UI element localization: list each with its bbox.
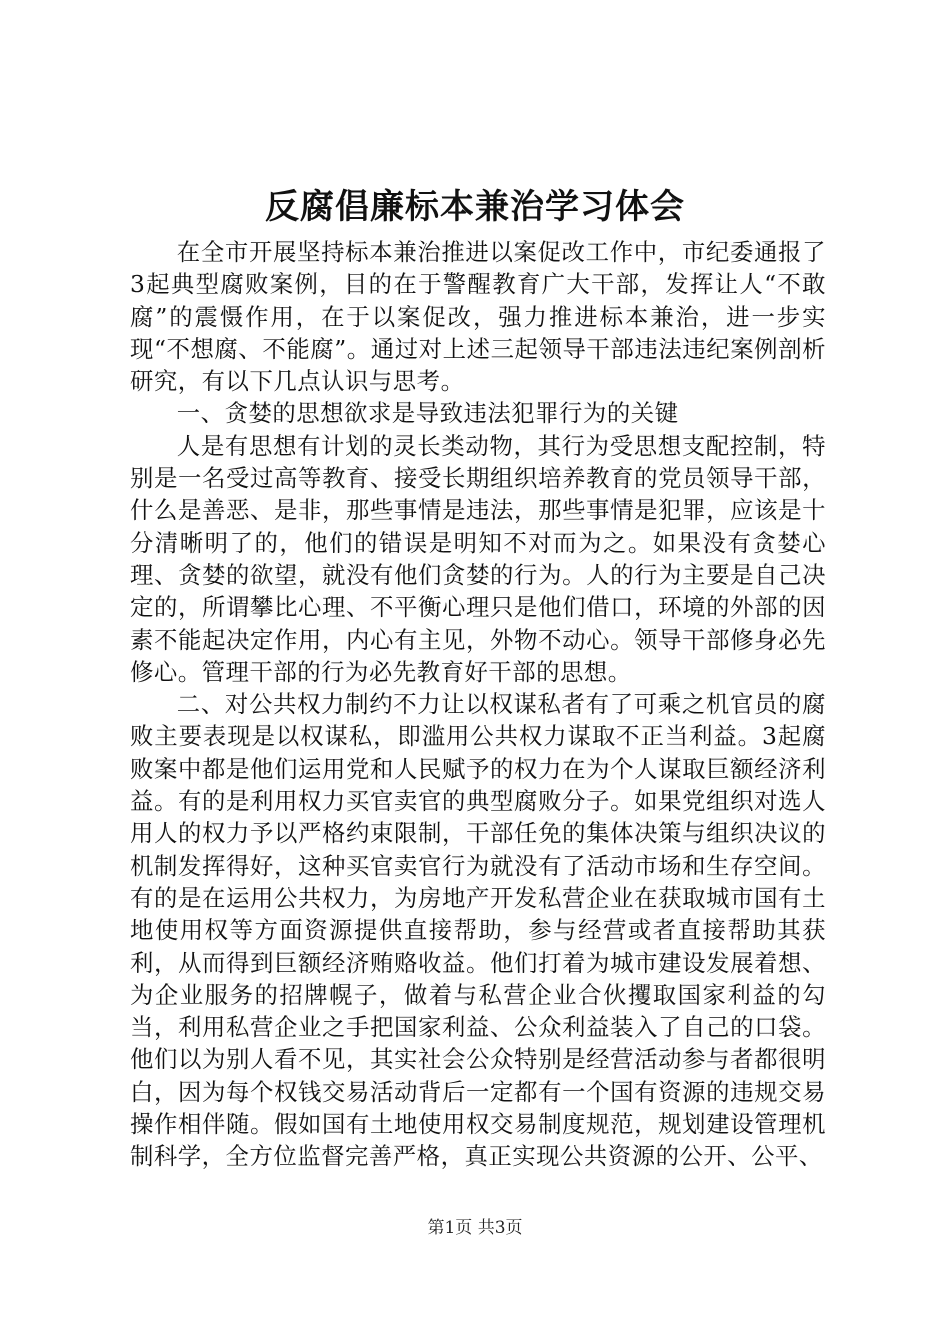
paragraph-section-2: 二、对公共权力制约不力让以权谋私者有了可乘之机官员的腐败主要表现是以权谋私，即滥用公共权力谋取不正当利益。3起腐败案中都是他们运用党和人民赋予的权力在为个人谋取巨额经济利益。有的是利用权力买官卖官的典型腐败分子。如果党组织对选人用人的权力予以严格约束限制，干部任免的集体决策与组织决议的机制发挥得好，这种买官卖官行为就没有了活动市场和生存空间。有的是在运用公共权力，为房地产开发私营企业在获取城市国有土地使用权等方面资源提供直接帮助，参与经营或者直接帮助其获利，从而得到巨额经济贿赂收益。他们打着为城市建设发展着想、为企业服务的招牌幌子，做着与私营企业合伙攫取国家利益的勾当，利用私营企业之手把国家利益、公众利益装入了自己的口袋。他们以为别人看不见，其实社会公众特别是经营活动参与者都很明白，因为每个权钱交易活动背后一定都有一个国有资源的违规交易操作相伴随。假如国有土地使用权交易制度规范，规划建设管理机制科学，全方位监督完善严格，真正实现公共资源的公开、公平、	[130, 690, 826, 1171]
page-number-footer: 第1页 共3页	[427, 1218, 523, 1238]
document-body	[130, 236, 826, 1173]
paragraph-intro: 在全市开展坚持标本兼治推进以案促改工作中，市纪委通报了3起典型腐败案例，目的在于警醒教育广大干部，发挥让人“不敢腐”的震慑作用，在于以案促改，强力推进标本兼治，进一步实现“不想腐、不能腐”。通过对上述三起领导干部违法违纪案例剖析研究，有以下几点认识与思考。	[130, 238, 826, 396]
section-heading-1: 一、贪婪的思想欲求是导致违法犯罪行为的关键	[176, 399, 679, 428]
paragraph-section-1: 人是有思想有计划的灵长类动物，其行为受思想支配控制，特别是一名受过高等教育、接受长期组织培养教育的党员领导干部，什么是善恶、是非，那些事情是违法，那些事情是犯罪，应该是十分清晰明了的，他们的错误是明知不对而为之。如果没有贪婪心理、贪婪的欲望，就没有他们贪婪的行为。人的行为主要是自己决定的，所谓攀比心理、不平衡心理只是他们借口，环境的外部的因素不能起决定作用，内心有主见，外物不动心。领导干部修身必先修心。管理干部的行为必先教育好干部的思想。	[130, 431, 826, 686]
document-title: 反腐倡廉标本兼治学习体会	[265, 187, 685, 227]
